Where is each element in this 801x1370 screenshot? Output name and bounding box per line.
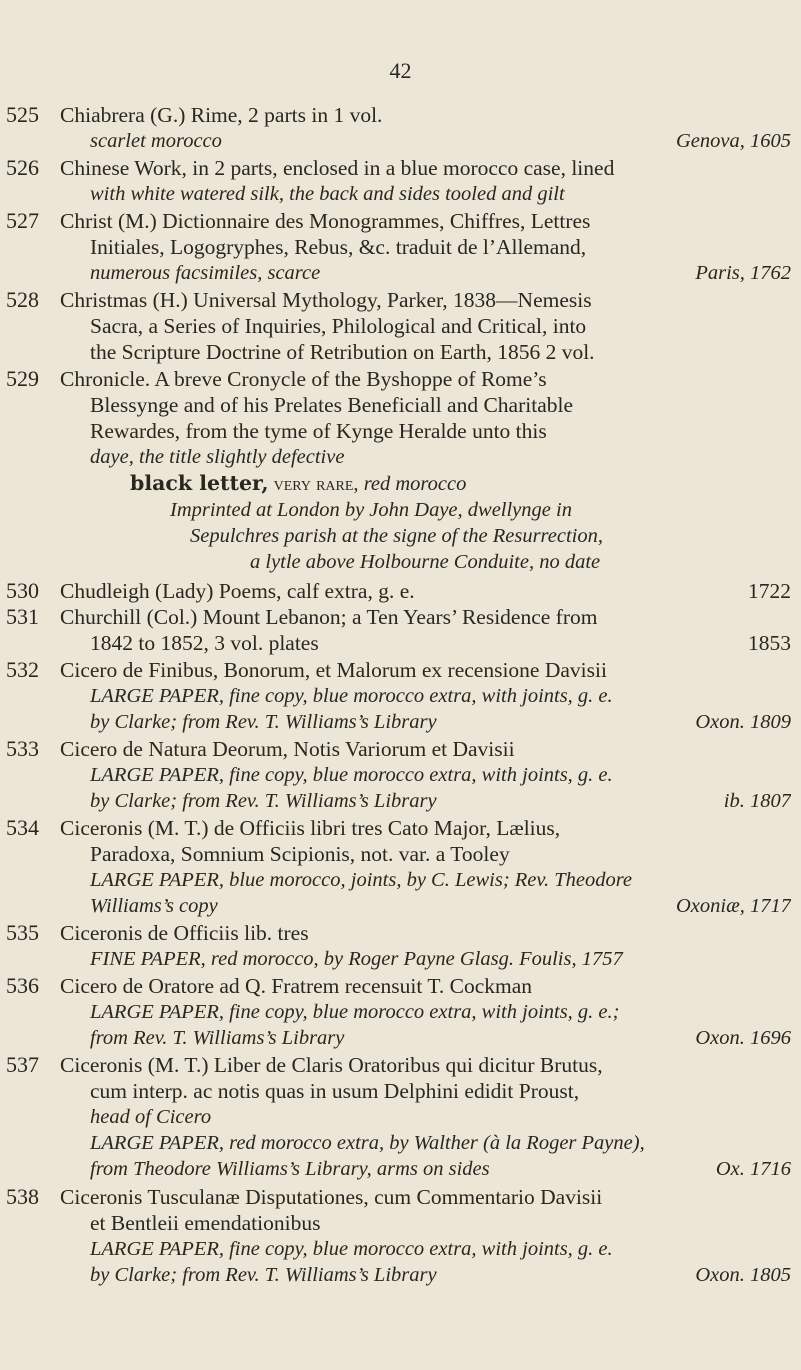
entry-title-continued: et Bentleii emendationibus (90, 1211, 321, 1235)
entry-title: Chudleigh (Lady) Poems, calf extra, g. e. (60, 579, 415, 603)
entry-title: Ciceronis (M. T.) de Officiis libri tres Cato Major, Lælius, (60, 816, 561, 840)
entry-binding: red morocco (363, 473, 467, 495)
entry-title: Chinese Work, in 2 parts, enclosed in a blue morocco case, lined (60, 156, 615, 180)
entry-description: LARGE PAPER, blue morocco, joints, by C. Lewis; Rev. Theodore (90, 869, 633, 891)
entry-provenance: from Theodore Williams’s Library, arms on sides (90, 1158, 490, 1180)
entry-imprint: Ox. 1716 (715, 1158, 791, 1180)
entry-imprint: Imprinted at London by John Daye, dwellynge in (170, 499, 572, 521)
lot-number: 533 (6, 736, 39, 761)
entry-description: numerous facsimiles, scarce (90, 262, 321, 284)
lot-number: 530 (6, 578, 39, 603)
lot-number: 527 (6, 208, 39, 233)
lot-number: 531 (6, 604, 39, 629)
entry-title-continued: Sacra, a Series of Inquiries, Philological and Critical, into (90, 314, 587, 338)
lot-number: 536 (6, 973, 39, 998)
entry-imprint-continued: a lytle above Holbourne Conduite, no date (250, 551, 601, 573)
entry-title: Cicero de Finibus, Bonorum, et Malorum ex recensione Davisii (60, 658, 607, 682)
entry-imprint: Oxon. 1696 (695, 1027, 791, 1049)
entry-title: Chronicle. A breve Cronycle of the Byshoppe of Rome’s (60, 367, 547, 391)
entry-provenance: from Rev. T. Williams’s Library (90, 1027, 345, 1049)
lot-number: 532 (6, 657, 39, 682)
lot-number: 528 (6, 287, 39, 312)
entry-provenance: Williams’s copy (90, 895, 218, 917)
entry-title-continued: the Scripture Doctrine of Retribution on Earth, 1856 2 vol. (90, 340, 595, 364)
entry-title: Ciceronis Tusculanæ Disputationes, cum Commentario Davisii (60, 1185, 603, 1209)
entry-description: LARGE PAPER, fine copy, blue morocco extra, with joints, g. e. (90, 685, 613, 707)
entry-title-continued: Rewardes, from the tyme of Kynge Heralde unto this (90, 419, 547, 443)
entry-binding: scarlet morocco (90, 130, 222, 152)
entry-imprint: Oxon. 1809 (695, 711, 791, 733)
lot-number: 534 (6, 815, 39, 840)
entry-title-continued: cum interp. ac notis quas in usum Delphini edidit Proust, (90, 1079, 580, 1103)
entry-title-continued: Initiales, Logogryphes, Rebus, &c. traduit de l’Allemand, (90, 235, 587, 259)
entry-imprint: Paris, 1762 (695, 262, 791, 284)
entry-title: Ciceronis de Officiis lib. tres (60, 921, 309, 945)
entry-title: Ciceronis (M. T.) Liber de Claris Oratoribus qui dicitur Brutus, (60, 1053, 603, 1077)
entry-provenance: by Clarke; from Rev. T. Williams’s Library (90, 711, 437, 733)
entry-provenance: by Clarke; from Rev. T. Williams’s Library (90, 790, 437, 812)
rarity-note: very rare, (273, 473, 359, 495)
entry-title: Christmas (H.) Universal Mythology, Parker, 1838—Nemesis (60, 288, 592, 312)
entry-title-continued: 1842 to 1852, 3 vol. plates (90, 631, 319, 655)
entry-provenance: by Clarke; from Rev. T. Williams’s Library (90, 1264, 437, 1286)
entry-description: daye, the title slightly defective (90, 446, 345, 468)
lot-number: 525 (6, 102, 39, 127)
entry-illustration-note: head of Cicero (90, 1106, 212, 1128)
entry-description: LARGE PAPER, fine copy, blue morocco extra, with joints, g. e.; (90, 1001, 620, 1023)
entry-title: Christ (M.) Dictionnaire des Monogrammes, Chiffres, Lettres (60, 209, 591, 233)
entry-description: LARGE PAPER, red morocco extra, by Walther (à la Roger Payne), (90, 1132, 645, 1154)
entry-title: Churchill (Col.) Mount Lebanon; a Ten Years’ Residence from (60, 605, 598, 629)
lot-number: 537 (6, 1052, 39, 1077)
entry-imprint: 1722 (748, 579, 791, 603)
page-number: 42 (389, 58, 412, 83)
entry-title: Cicero de Natura Deorum, Notis Variorum et Davisii (60, 737, 515, 761)
entry-description: LARGE PAPER, fine copy, blue morocco extra, with joints, g. e. (90, 764, 613, 786)
lot-number: 529 (6, 366, 39, 391)
entry-imprint: Oxoniæ, 1717 (675, 895, 791, 917)
entry-title-continued: Paradoxa, Somnium Scipionis, not. var. a Tooley (90, 842, 510, 866)
lot-number: 535 (6, 920, 39, 945)
entry-title-continued: Blessynge and of his Prelates Beneficiall and Charitable (90, 393, 574, 417)
entry-title: Cicero de Oratore ad Q. Fratrem recensuit T. Cockman (60, 974, 533, 998)
entry-title: Chiabrera (G.) Rime, 2 parts in 1 vol. (60, 103, 383, 127)
lot-number: 538 (6, 1184, 39, 1209)
entry-description: FINE PAPER, red morocco, by Roger Payne Glasg. Foulis, 1757 (90, 948, 623, 970)
lot-number: 526 (6, 155, 39, 180)
entry-imprint-continued: Sepulchres parish at the signe of the Resurrection, (190, 525, 603, 547)
black-letter-note: black letter, (130, 471, 269, 495)
entry-description: with white watered silk, the back and sides tooled and gilt (90, 183, 565, 205)
entry-imprint: 1853 (748, 631, 791, 655)
entry-imprint: ib. 1807 (723, 790, 791, 812)
entry-description: LARGE PAPER, fine copy, blue morocco extra, with joints, g. e. (90, 1238, 613, 1260)
entry-imprint: Genova, 1605 (675, 130, 791, 152)
entry-imprint: Oxon. 1805 (695, 1264, 791, 1286)
